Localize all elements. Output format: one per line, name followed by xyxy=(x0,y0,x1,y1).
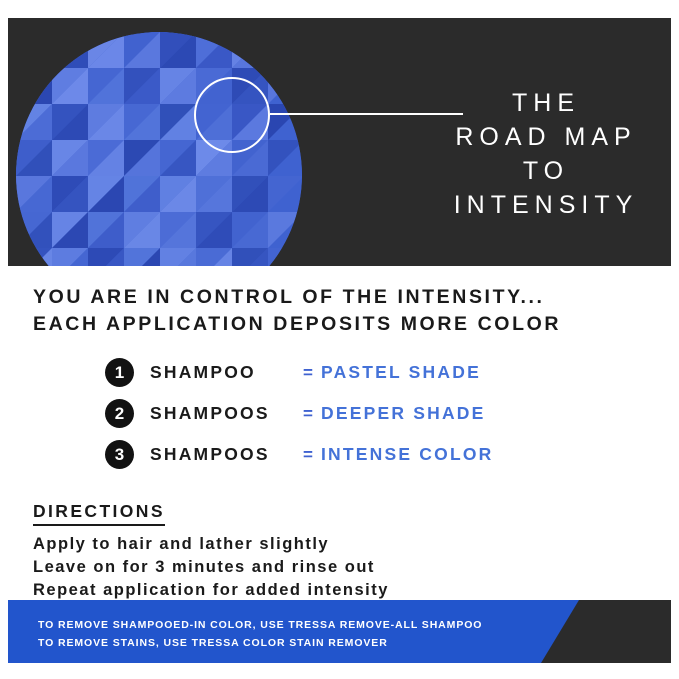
content-body xyxy=(0,272,679,602)
equals-sign: = xyxy=(303,444,313,464)
step-badge: 3 xyxy=(105,440,134,469)
hero-title-line-3: TO xyxy=(522,157,570,185)
step-label: SHAMPOO xyxy=(150,362,256,382)
directions-line-3: Repeat application for added intensity xyxy=(33,581,389,599)
headline xyxy=(33,284,679,338)
facet-pattern-icon xyxy=(16,32,302,266)
directions-lines xyxy=(33,533,679,602)
list-item xyxy=(105,434,679,475)
headline-line-2: EACH APPLICATION DEPOSITS MORE COLOR xyxy=(33,313,562,335)
step-badge: 1 xyxy=(105,358,134,387)
hero-title-line-2: ROAD MAP xyxy=(455,123,637,151)
steps-list xyxy=(105,352,679,475)
footer-line-1: TO REMOVE SHAMPOOED-IN COLOR, USE TRESSA REMOVE-ALL SHAMPOO xyxy=(38,619,483,631)
directions-line-2: Leave on for 3 minutes and rinse out xyxy=(33,558,375,576)
hero-title-line-1: THE xyxy=(512,89,580,117)
list-item xyxy=(105,352,679,393)
step-badge: 2 xyxy=(105,399,134,428)
hero-banner xyxy=(8,18,671,266)
blue-faceted-sphere xyxy=(16,32,302,266)
directions-line-1: Apply to hair and lather slightly xyxy=(33,535,330,553)
hero-title xyxy=(428,86,664,222)
footer-banner xyxy=(8,600,671,663)
footer-line-2: TO REMOVE STAINS, USE TRESSA COLOR STAIN REMOVER xyxy=(38,637,388,649)
footer-text xyxy=(38,616,482,652)
directions-title: DIRECTIONS xyxy=(33,501,165,526)
equals-sign: = xyxy=(303,362,313,382)
equals-sign: = xyxy=(303,403,313,423)
step-label: SHAMPOOS xyxy=(150,403,270,423)
step-result: PASTEL SHADE xyxy=(321,362,481,382)
directions-section xyxy=(33,501,679,602)
list-item xyxy=(105,393,679,434)
headline-line-1: YOU ARE IN CONTROL OF THE INTENSITY... xyxy=(33,286,545,308)
step-result: INTENSE COLOR xyxy=(321,444,494,464)
zoom-callout-circle-icon xyxy=(194,77,270,153)
hero-title-line-4: INTENSITY xyxy=(453,191,639,219)
step-label: SHAMPOOS xyxy=(150,444,270,464)
step-result: DEEPER SHADE xyxy=(321,403,486,423)
